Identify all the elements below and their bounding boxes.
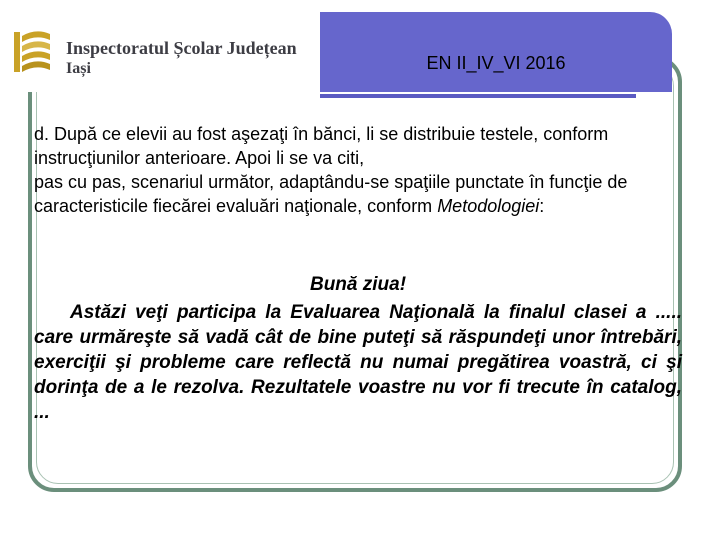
methodology-reference: Metodologiei <box>437 196 540 216</box>
org-city: Iași <box>66 60 91 77</box>
logo-icon <box>10 24 52 78</box>
instructions-text <box>34 122 674 218</box>
slide-title: EN II_IV_VI 2016 <box>426 53 566 73</box>
instructions-line-1: d. După ce elevii au fost aşezaţi în bănci, li se distribuie testele, conform instrucţiunilor anterioare. Apoi li se va citi, <box>34 124 609 168</box>
script-body: Astăzi veţi participa la Evaluarea Naţională la finalul clasei a ..... care urmăreşte să vadă cât de bine puteţi să răspundeţi unor întrebări, exerciţii şi probleme care reflectă nu numai pregătirea voastră, ci şi dorinţa de a le rezolva. Rezultatele voastre nu vor fi trecute în catalog, ... <box>34 302 682 423</box>
exam-script <box>34 272 682 425</box>
script-greeting: Bună ziua! <box>309 274 407 295</box>
instructions-line-2 <box>34 170 674 218</box>
org-name: Inspectoratul Școlar Județean <box>66 38 297 58</box>
logo <box>0 0 320 92</box>
title-underline <box>320 94 636 98</box>
instructions-line-2-text: pas cu pas, scenariul următor, adaptându-se spaţiile punctate în funcţie de caracteristicile fiecărei evaluări naţionale, conform <box>34 172 628 216</box>
instructions-line-2-end: : <box>539 196 545 216</box>
title-banner <box>320 12 672 92</box>
